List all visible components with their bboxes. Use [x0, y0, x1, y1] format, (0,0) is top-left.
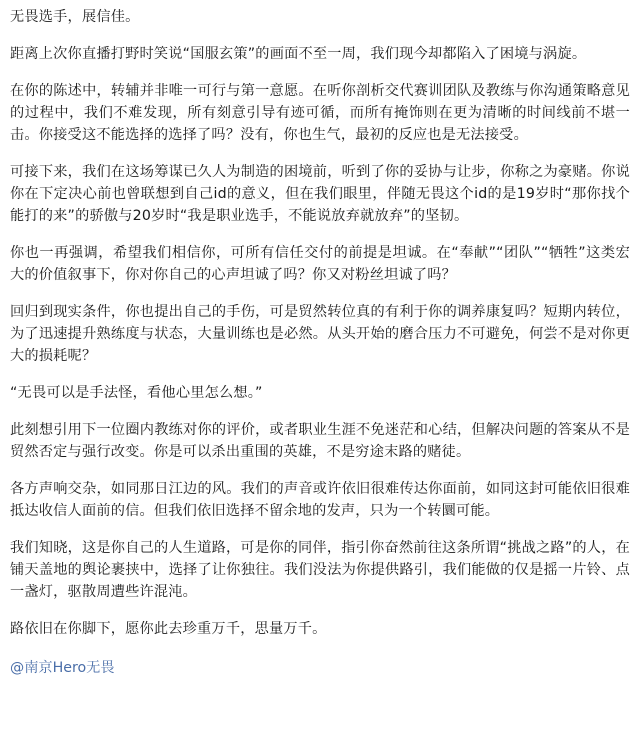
paragraph-quote: “无畏可以是手法怪，看他心里怎么想。” [10, 385, 263, 401]
user-mention-link[interactable]: @南京Hero无畏 [10, 660, 115, 676]
paragraph-5: 你也一再强调，希望我们相信你，可所有信任交付的前提是坦诚。在“奉献”“团队”“牺牲”这类宏大的价值叙事下，你对你自己的心声坦诚了吗？你又对粉丝坦诚了吗？ [10, 245, 630, 283]
paragraph-3: 在你的陈述中，转辅并非唯一可行与第一意愿。在听你剖析交代赛训团队及教练与你沟通策略意见的过程中，我们不难发现，所有刻意引导有迹可循，而所有掩饰则在更为清晰的时间线前不堪一击。你接受这不能选择的选择了吗？没有，你也生气，最初的反应也是无法接受。 [10, 83, 630, 143]
paragraph-10: 我们知晓，这是你自己的人生道路，可是你的同伴，指引你奋然前往这条所谓“挑战之路”的人，在铺天盖地的舆论裹挟中，选择了让你独往。我们没法为你提供路引，我们能做的仅是摇一片铃、点一盏灯，驱散周遭些许混沌。 [10, 540, 630, 600]
paragraph-greeting: 无畏选手，展信佳。 [10, 9, 140, 25]
paragraph-closing: 路依旧在你脚下，愿你此去珍重万千，思量万千。 [10, 621, 327, 637]
paragraph-8: 此刻想引用下一位圈内教练对你的评价，或者职业生涯不免迷茫和心结，但解决问题的答案从不是贸然否定与强行改变。你是可以杀出重围的英雄，不是穷途末路的赌徒。 [10, 422, 630, 460]
paragraph-4: 可接下来，我们在这场筹谋已久人为制造的困境前，听到了你的妥协与让步，你称之为豪赌。你说你在下定决心前也曾联想到自己id的意义，但在我们眼里，伴随无畏这个id的是19岁时“那你找个能打的来”的骄傲与20岁时“我是职业选手，不能说放弃就放弃”的坚韧。 [10, 164, 630, 224]
paragraph-2: 距离上次你直播打野时笑说“国服玄策”的画面不至一周，我们现今却都陷入了困境与涡旋。 [10, 46, 587, 62]
paragraph-9: 各方声响交杂，如同那日江边的风。我们的声音或许依旧很难传达你面前，如同这封可能依旧很难抵达收信人面前的信。但我们依旧选择不留余地的发声，只为一个转圜可能。 [10, 481, 630, 519]
paragraph-6: 回归到现实条件，你也提出自己的手伤，可是贸然转位真的有利于你的调养康复吗？短期内转位，为了迅速提升熟练度与状态，大量训练也是必然。从头开始的磨合压力不可避免，何尝不是对你更大的损耗呢？ [10, 304, 630, 364]
